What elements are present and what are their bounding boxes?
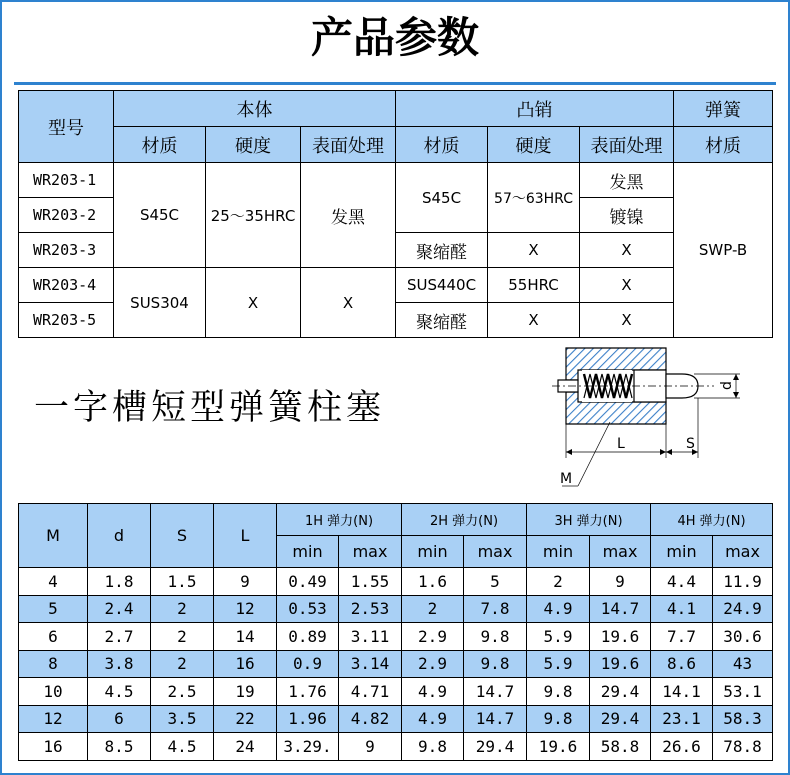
body-material-a: S45C <box>114 163 206 268</box>
dimension-rows <box>19 568 773 761</box>
title-underline <box>14 82 776 85</box>
table-cell: 4.9 <box>402 678 464 706</box>
dimension-table <box>18 503 773 761</box>
table-cell: 14.7 <box>464 678 527 706</box>
table-cell: 7.7 <box>651 623 713 651</box>
table-cell: 9.8 <box>527 678 590 706</box>
pin-hardness-r4: 55HRC <box>488 268 580 303</box>
header-spring: 弹簧 <box>674 91 773 127</box>
table-cell: 24 <box>214 733 277 761</box>
table-cell: 16 <box>214 650 277 678</box>
table-cell: 5.9 <box>527 623 590 651</box>
table-cell: 4.5 <box>151 733 214 761</box>
table-cell: 29.4 <box>464 733 527 761</box>
table-row <box>19 623 773 651</box>
header-force-2h: 2H 弹力(N) <box>402 504 527 536</box>
table-cell: 2 <box>151 595 214 623</box>
leader-m <box>560 422 610 487</box>
table-cell: 19.6 <box>527 733 590 761</box>
table-cell: 12 <box>19 705 88 733</box>
table-cell: 24.9 <box>713 595 773 623</box>
header-min: min <box>527 536 590 568</box>
table-cell: 9 <box>339 733 402 761</box>
table-cell: 1.6 <box>402 568 464 596</box>
table-cell: 4.4 <box>651 568 713 596</box>
table-cell: 1.55 <box>339 568 402 596</box>
table-cell: 5 <box>19 595 88 623</box>
table-cell: 26.6 <box>651 733 713 761</box>
table-cell: 4 <box>19 568 88 596</box>
table-cell: 14.7 <box>464 705 527 733</box>
table-cell: 4.1 <box>651 595 713 623</box>
pin-material-r4: SUS440C <box>396 268 488 303</box>
table-cell: 14.7 <box>590 595 651 623</box>
table-cell: 0.89 <box>277 623 339 651</box>
header-body: 本体 <box>114 91 396 127</box>
table-cell: 2 <box>151 650 214 678</box>
table-cell: 1.96 <box>277 705 339 733</box>
pin-material-r5: 聚缩醛 <box>396 303 488 338</box>
model-cell: WR203-1 <box>19 163 114 198</box>
table-cell: 16 <box>19 733 88 761</box>
table-cell: 78.8 <box>713 733 773 761</box>
header-pin-hardness: 硬度 <box>488 127 580 163</box>
table-cell: 8.6 <box>651 650 713 678</box>
header-model: 型号 <box>19 91 114 163</box>
table-cell: 14.1 <box>651 678 713 706</box>
table-cell: 9 <box>590 568 651 596</box>
table-cell: 11.9 <box>713 568 773 596</box>
header-min: min <box>402 536 464 568</box>
header-m: M <box>19 504 88 568</box>
header-min: min <box>651 536 713 568</box>
page-title: 产品参数 <box>310 13 479 62</box>
table-cell: 30.6 <box>713 623 773 651</box>
table-cell: 5.9 <box>527 650 590 678</box>
model-cell: WR203-4 <box>19 268 114 303</box>
table-cell: 12 <box>214 595 277 623</box>
table-cell: 9.8 <box>527 705 590 733</box>
table-cell: 58.3 <box>713 705 773 733</box>
table-cell: 19.6 <box>590 623 651 651</box>
pin-surface-r2: 镀镍 <box>580 198 674 233</box>
header-max: max <box>590 536 651 568</box>
pin-hardness-r5: X <box>488 303 580 338</box>
header-pin-surface: 表面处理 <box>580 127 674 163</box>
body-material-b: SUS304 <box>114 268 206 338</box>
table-cell: 23.1 <box>651 705 713 733</box>
table-cell: 2.5 <box>151 678 214 706</box>
table-cell: 22 <box>214 705 277 733</box>
table-row <box>19 595 773 623</box>
table-cell: 7.8 <box>464 595 527 623</box>
header-pin-material: 材质 <box>396 127 488 163</box>
table-cell: 4.9 <box>402 705 464 733</box>
table-row <box>19 568 773 596</box>
table-cell: 5 <box>464 568 527 596</box>
label-m: M <box>560 471 573 487</box>
header-force-1h: 1H 弹力(N) <box>277 504 402 536</box>
table-cell: 4.82 <box>339 705 402 733</box>
table-cell: 3.8 <box>88 650 151 678</box>
plunger-diagram <box>544 346 754 492</box>
table-cell: 3.14 <box>339 650 402 678</box>
table-cell: 9.8 <box>402 733 464 761</box>
table-cell: 2 <box>402 595 464 623</box>
table-cell: 8.5 <box>88 733 151 761</box>
body-hardness-a: 25～35HRC <box>206 163 301 268</box>
header-d: d <box>88 504 151 568</box>
table-cell: 9 <box>214 568 277 596</box>
header-max: max <box>713 536 773 568</box>
table-cell: 1.76 <box>277 678 339 706</box>
table-cell: 43 <box>713 650 773 678</box>
table-cell: 14 <box>214 623 277 651</box>
table-cell: 9.8 <box>464 650 527 678</box>
body-surface-a: 发黑 <box>301 163 396 268</box>
table-cell: 53.1 <box>713 678 773 706</box>
table-cell: 1.5 <box>151 568 214 596</box>
table-cell: 2.7 <box>88 623 151 651</box>
table-cell: 1.8 <box>88 568 151 596</box>
header-s: S <box>151 504 214 568</box>
product-subtitle: 一字槽短型弹簧柱塞 <box>34 388 386 428</box>
pin-hardness-r12: 57～63HRC <box>488 163 580 233</box>
body-surface-b: X <box>301 268 396 338</box>
header-pin: 凸销 <box>396 91 674 127</box>
model-cell: WR203-5 <box>19 303 114 338</box>
table-row <box>19 678 773 706</box>
pin-material-r12: S45C <box>396 163 488 233</box>
model-cell: WR203-3 <box>19 233 114 268</box>
table-cell: 2.9 <box>402 650 464 678</box>
table-cell: 0.9 <box>277 650 339 678</box>
table-cell: 8 <box>19 650 88 678</box>
pin-surface-r4: X <box>580 268 674 303</box>
header-l: L <box>214 504 277 568</box>
header-min: min <box>277 536 339 568</box>
table-cell: 3.11 <box>339 623 402 651</box>
table-cell: 58.8 <box>590 733 651 761</box>
spring-material: SWP-B <box>674 163 773 338</box>
table-cell: 9.8 <box>464 623 527 651</box>
table-cell: 3.5 <box>151 705 214 733</box>
table-row <box>19 650 773 678</box>
body-hardness-b: X <box>206 268 301 338</box>
table-cell: 29.4 <box>590 678 651 706</box>
table-cell: 4.5 <box>88 678 151 706</box>
spec-table <box>18 90 773 338</box>
table-row <box>19 733 773 761</box>
table-row <box>19 705 773 733</box>
header-max: max <box>339 536 402 568</box>
label-d: d <box>719 381 735 390</box>
pin-surface-r1: 发黑 <box>580 163 674 198</box>
table-cell: 0.53 <box>277 595 339 623</box>
table-cell: 2 <box>527 568 590 596</box>
label-s: S <box>686 436 695 452</box>
table-cell: 29.4 <box>590 705 651 733</box>
table-cell: 2.53 <box>339 595 402 623</box>
header-body-hardness: 硬度 <box>206 127 301 163</box>
table-cell: 6 <box>19 623 88 651</box>
table-cell: 6 <box>88 705 151 733</box>
table-cell: 19.6 <box>590 650 651 678</box>
table-cell: 19 <box>214 678 277 706</box>
header-body-surface: 表面处理 <box>301 127 396 163</box>
table-cell: 4.9 <box>527 595 590 623</box>
pin-hardness-r3: X <box>488 233 580 268</box>
table-cell: 2.4 <box>88 595 151 623</box>
table-cell: 4.71 <box>339 678 402 706</box>
label-l: L <box>617 436 625 452</box>
pin-surface-r5: X <box>580 303 674 338</box>
header-spring-material: 材质 <box>674 127 773 163</box>
header-body-material: 材质 <box>114 127 206 163</box>
table-cell: 2.9 <box>402 623 464 651</box>
header-force-3h: 3H 弹力(N) <box>527 504 651 536</box>
header-max: max <box>464 536 527 568</box>
table-cell: 10 <box>19 678 88 706</box>
header-force-4h: 4H 弹力(N) <box>651 504 773 536</box>
table-cell: 3.29. <box>277 733 339 761</box>
table-cell: 0.49 <box>277 568 339 596</box>
table-cell: 2 <box>151 623 214 651</box>
pin-surface-r3: X <box>580 233 674 268</box>
model-cell: WR203-2 <box>19 198 114 233</box>
pin-material-r3: 聚缩醛 <box>396 233 488 268</box>
